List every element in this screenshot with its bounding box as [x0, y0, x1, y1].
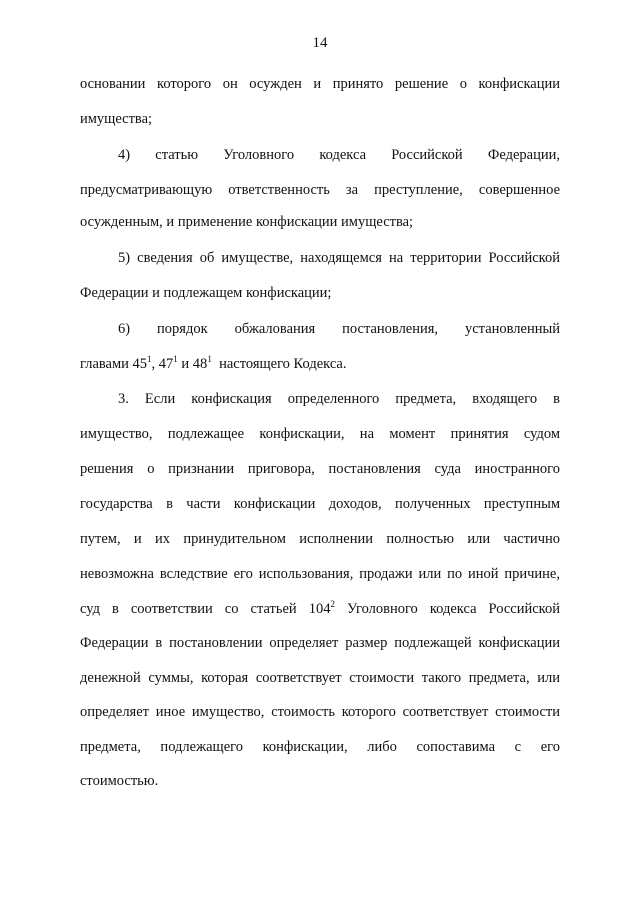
- paragraph-3-start: 3. Если конфискация определенного предмета, входящего в: [118, 391, 560, 407]
- text-line-4: предусматривающую ответственность за преступление, совершенное: [80, 182, 560, 198]
- text-line-9: [80, 355, 560, 373]
- text-line-11: имущество, подлежащее конфискации, на момент принятия судом: [80, 426, 560, 442]
- text-line-19: определяет иное имущество, стоимость которого соответствует стоимости: [80, 704, 560, 720]
- line-9-text: , 47: [151, 356, 174, 372]
- text-line-15: невозможна вследствие его использования, продажи или по иной причине,: [80, 566, 560, 582]
- superscript: 1: [207, 354, 212, 364]
- text-line-1: основании которого он осужден и принято решение о конфискации: [80, 76, 560, 92]
- text-line-17: Федерации в постановлении определяет размер подлежащей конфискации: [80, 635, 560, 651]
- line-16-text: Уголовного кодекса Российской: [334, 601, 561, 617]
- text-line-16: [80, 600, 560, 618]
- line-9-text: и 48: [177, 356, 208, 372]
- superscript: 1: [147, 354, 152, 364]
- text-line-13: государства в части конфискации доходов, полученных преступным: [80, 496, 560, 512]
- line-9-text: настоящего Кодекса.: [211, 356, 347, 372]
- line-16-text: суд в соответствии со статьей 104: [80, 601, 331, 617]
- text-line-12: решения о признании приговора, постановления суда иностранного: [80, 461, 560, 477]
- superscript: 1: [173, 354, 178, 364]
- list-item-6: 6) порядок обжалования постановления, установленный: [118, 321, 560, 337]
- text-line-7: Федерации и подлежащем конфискации;: [80, 285, 332, 301]
- superscript: 2: [330, 599, 335, 609]
- text-line-21: стоимостью.: [80, 773, 159, 789]
- text-line-2: имущества;: [80, 111, 153, 127]
- text-line-14: путем, и их принудительном исполнении полностью или частично: [80, 531, 560, 547]
- text-line-18: денежной суммы, которая соответствует стоимости такого предмета, или: [80, 670, 560, 686]
- text-line-5: осужденным, и применение конфискации имущества;: [80, 214, 414, 230]
- list-item-4: 4) статью Уголовного кодекса Российской Федерации,: [118, 147, 560, 163]
- line-9-text: главами 45: [80, 356, 148, 372]
- text-line-20: предмета, подлежащего конфискации, либо сопоставима с его: [80, 739, 560, 755]
- page-number: 14: [312, 35, 328, 51]
- list-item-5: 5) сведения об имуществе, находящемся на территории Российской: [118, 250, 560, 266]
